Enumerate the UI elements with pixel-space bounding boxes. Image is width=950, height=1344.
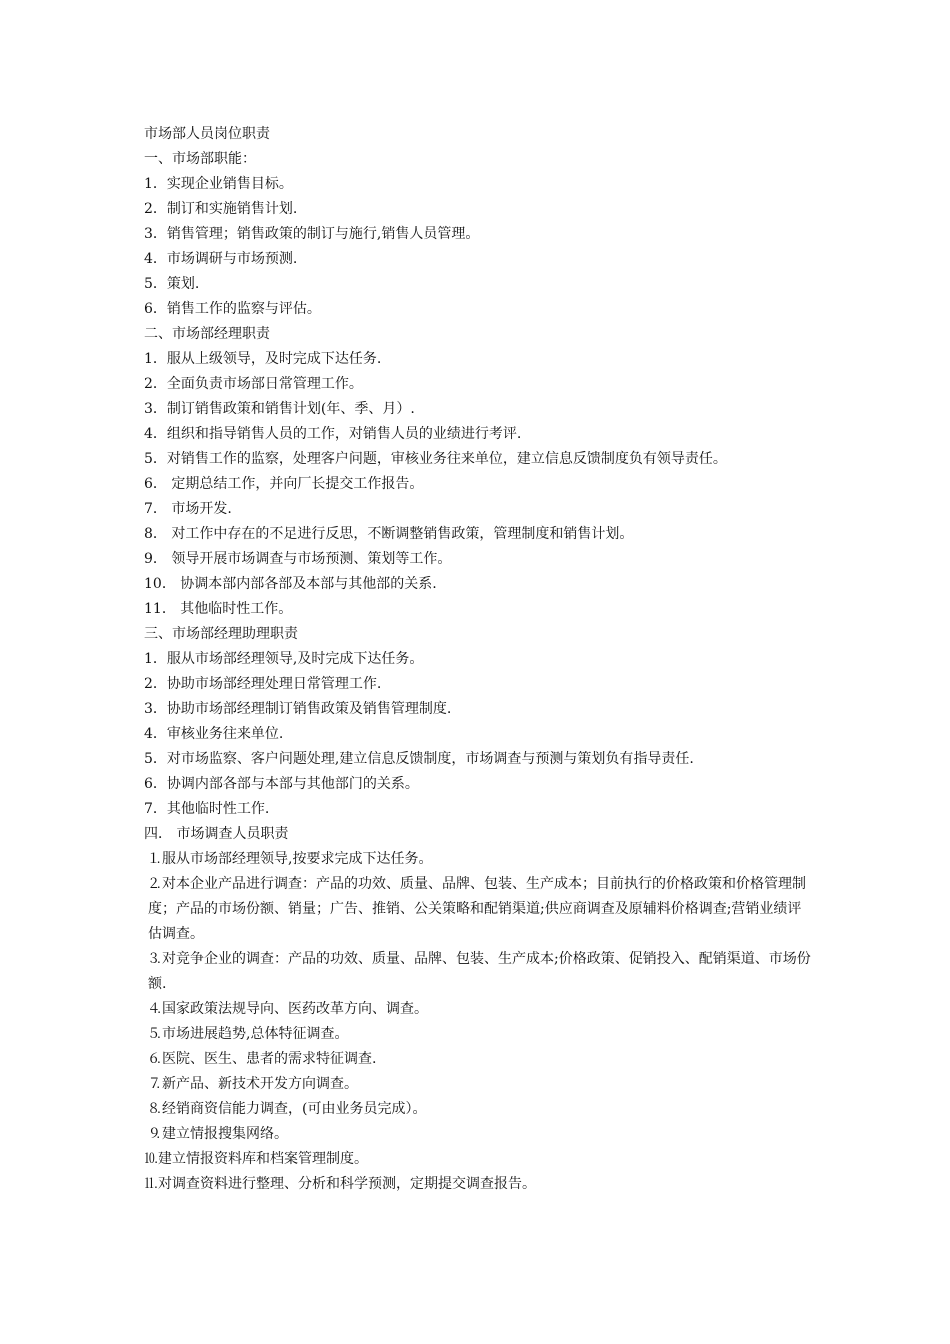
list-item: 6． 定期总结工作，并向厂长提交工作报告。 <box>144 476 424 492</box>
list-item: 5．对销售工作的监察，处理客户问题，审核业务往来单位，建立信息反馈制度负有领导责任。 <box>144 451 727 467</box>
list-item: 3．制订销售政策和销售计划(年、季、月）. <box>144 401 415 417</box>
list-item: 1．服从市场部经理领导,及时完成下达任务。 <box>144 651 424 667</box>
list-item: ⒉对本企业产品进行调查：产品的功效、质量、品牌、包装、生产成本；目前执行的价格政策和价格管理制度；产品的市场份额、销量；广告、推销、公关策略和配销渠道;供应商调查及原辅料价格调查;营销业绩评估调查。 <box>148 876 806 942</box>
list-item: ⒈服从市场部经理领导,按要求完成下达任务。 <box>148 851 433 867</box>
list-item: 1．实现企业销售目标。 <box>144 176 293 192</box>
list-item: 5．策划. <box>144 276 200 292</box>
list-item: 2．全面负责市场部日常管理工作。 <box>144 376 363 392</box>
list-item: ⒌市场进展趋势,总体特征调查。 <box>148 1026 349 1042</box>
list-item: 6．销售工作的监察与评估。 <box>144 301 321 317</box>
list-item: 2．制订和实施销售计划. <box>144 201 298 217</box>
list-item: ⒑建立情报资料库和档案管理制度。 <box>144 1151 368 1167</box>
list-item: 7． 市场开发. <box>144 501 232 517</box>
list-item: 6．协调内部各部与本部与其他部门的关系。 <box>144 776 419 792</box>
list-item: 4．审核业务往来单位. <box>144 726 284 742</box>
section-heading: 三、市场部经理助理职责 <box>144 626 298 642</box>
list-item: ⒐建立情报搜集网络。 <box>148 1126 288 1142</box>
list-item: 5．对市场监察、客户问题处理,建立信息反馈制度，市场调查与预测与策划负有指导责任. <box>144 751 694 767</box>
list-item: 3．销售管理；销售政策的制订与施行,销售人员管理。 <box>144 226 480 242</box>
list-item: ⒍医院、医生、患者的需求特征调查. <box>148 1051 377 1067</box>
list-item: 4．组织和指导销售人员的工作，对销售人员的业绩进行考评. <box>144 426 522 442</box>
list-item: ⒊对竞争企业的调查：产品的功效、质量、品牌、包装、生产成本;价格政策、促销投入、配销渠道、市场份额. <box>148 951 811 992</box>
document-title: 市场部人员岗位职责 <box>144 126 270 142</box>
section-heading: 四． 市场调查人员职责 <box>144 826 289 842</box>
list-item: 3．协助市场部经理制订销售政策及销售管理制度. <box>144 701 452 717</box>
section-heading: 一、市场部职能： <box>144 151 256 167</box>
list-item: 10． 协调本部内部各部及本部与其他部的关系. <box>144 576 437 592</box>
list-item: 4．市场调研与市场预测. <box>144 251 298 267</box>
list-item: ⒎新产品、新技术开发方向调查。 <box>148 1076 358 1092</box>
list-item: 8． 对工作中存在的不足进行反思，不断调整销售政策，管理制度和销售计划。 <box>144 526 634 542</box>
list-item: 7．其他临时性工作. <box>144 801 270 817</box>
list-item: 2．协助市场部经理处理日常管理工作. <box>144 676 382 692</box>
list-item: 11． 其他临时性工作。 <box>144 601 293 617</box>
list-item: ⒋国家政策法规导向、医药改革方向、调查。 <box>148 1001 428 1017</box>
list-item: ⒏经销商资信能力调查，(可由业务员完成）。 <box>148 1101 427 1117</box>
list-item: 9． 领导开展市场调查与市场预测、策划等工作。 <box>144 551 452 567</box>
document-body <box>144 122 814 1197</box>
list-item: 1．服从上级领导，及时完成下达任务. <box>144 351 382 367</box>
list-item: ⒒对调查资料进行整理、分析和科学预测，定期提交调查报告。 <box>144 1176 536 1192</box>
section-heading: 二、市场部经理职责 <box>144 326 270 342</box>
